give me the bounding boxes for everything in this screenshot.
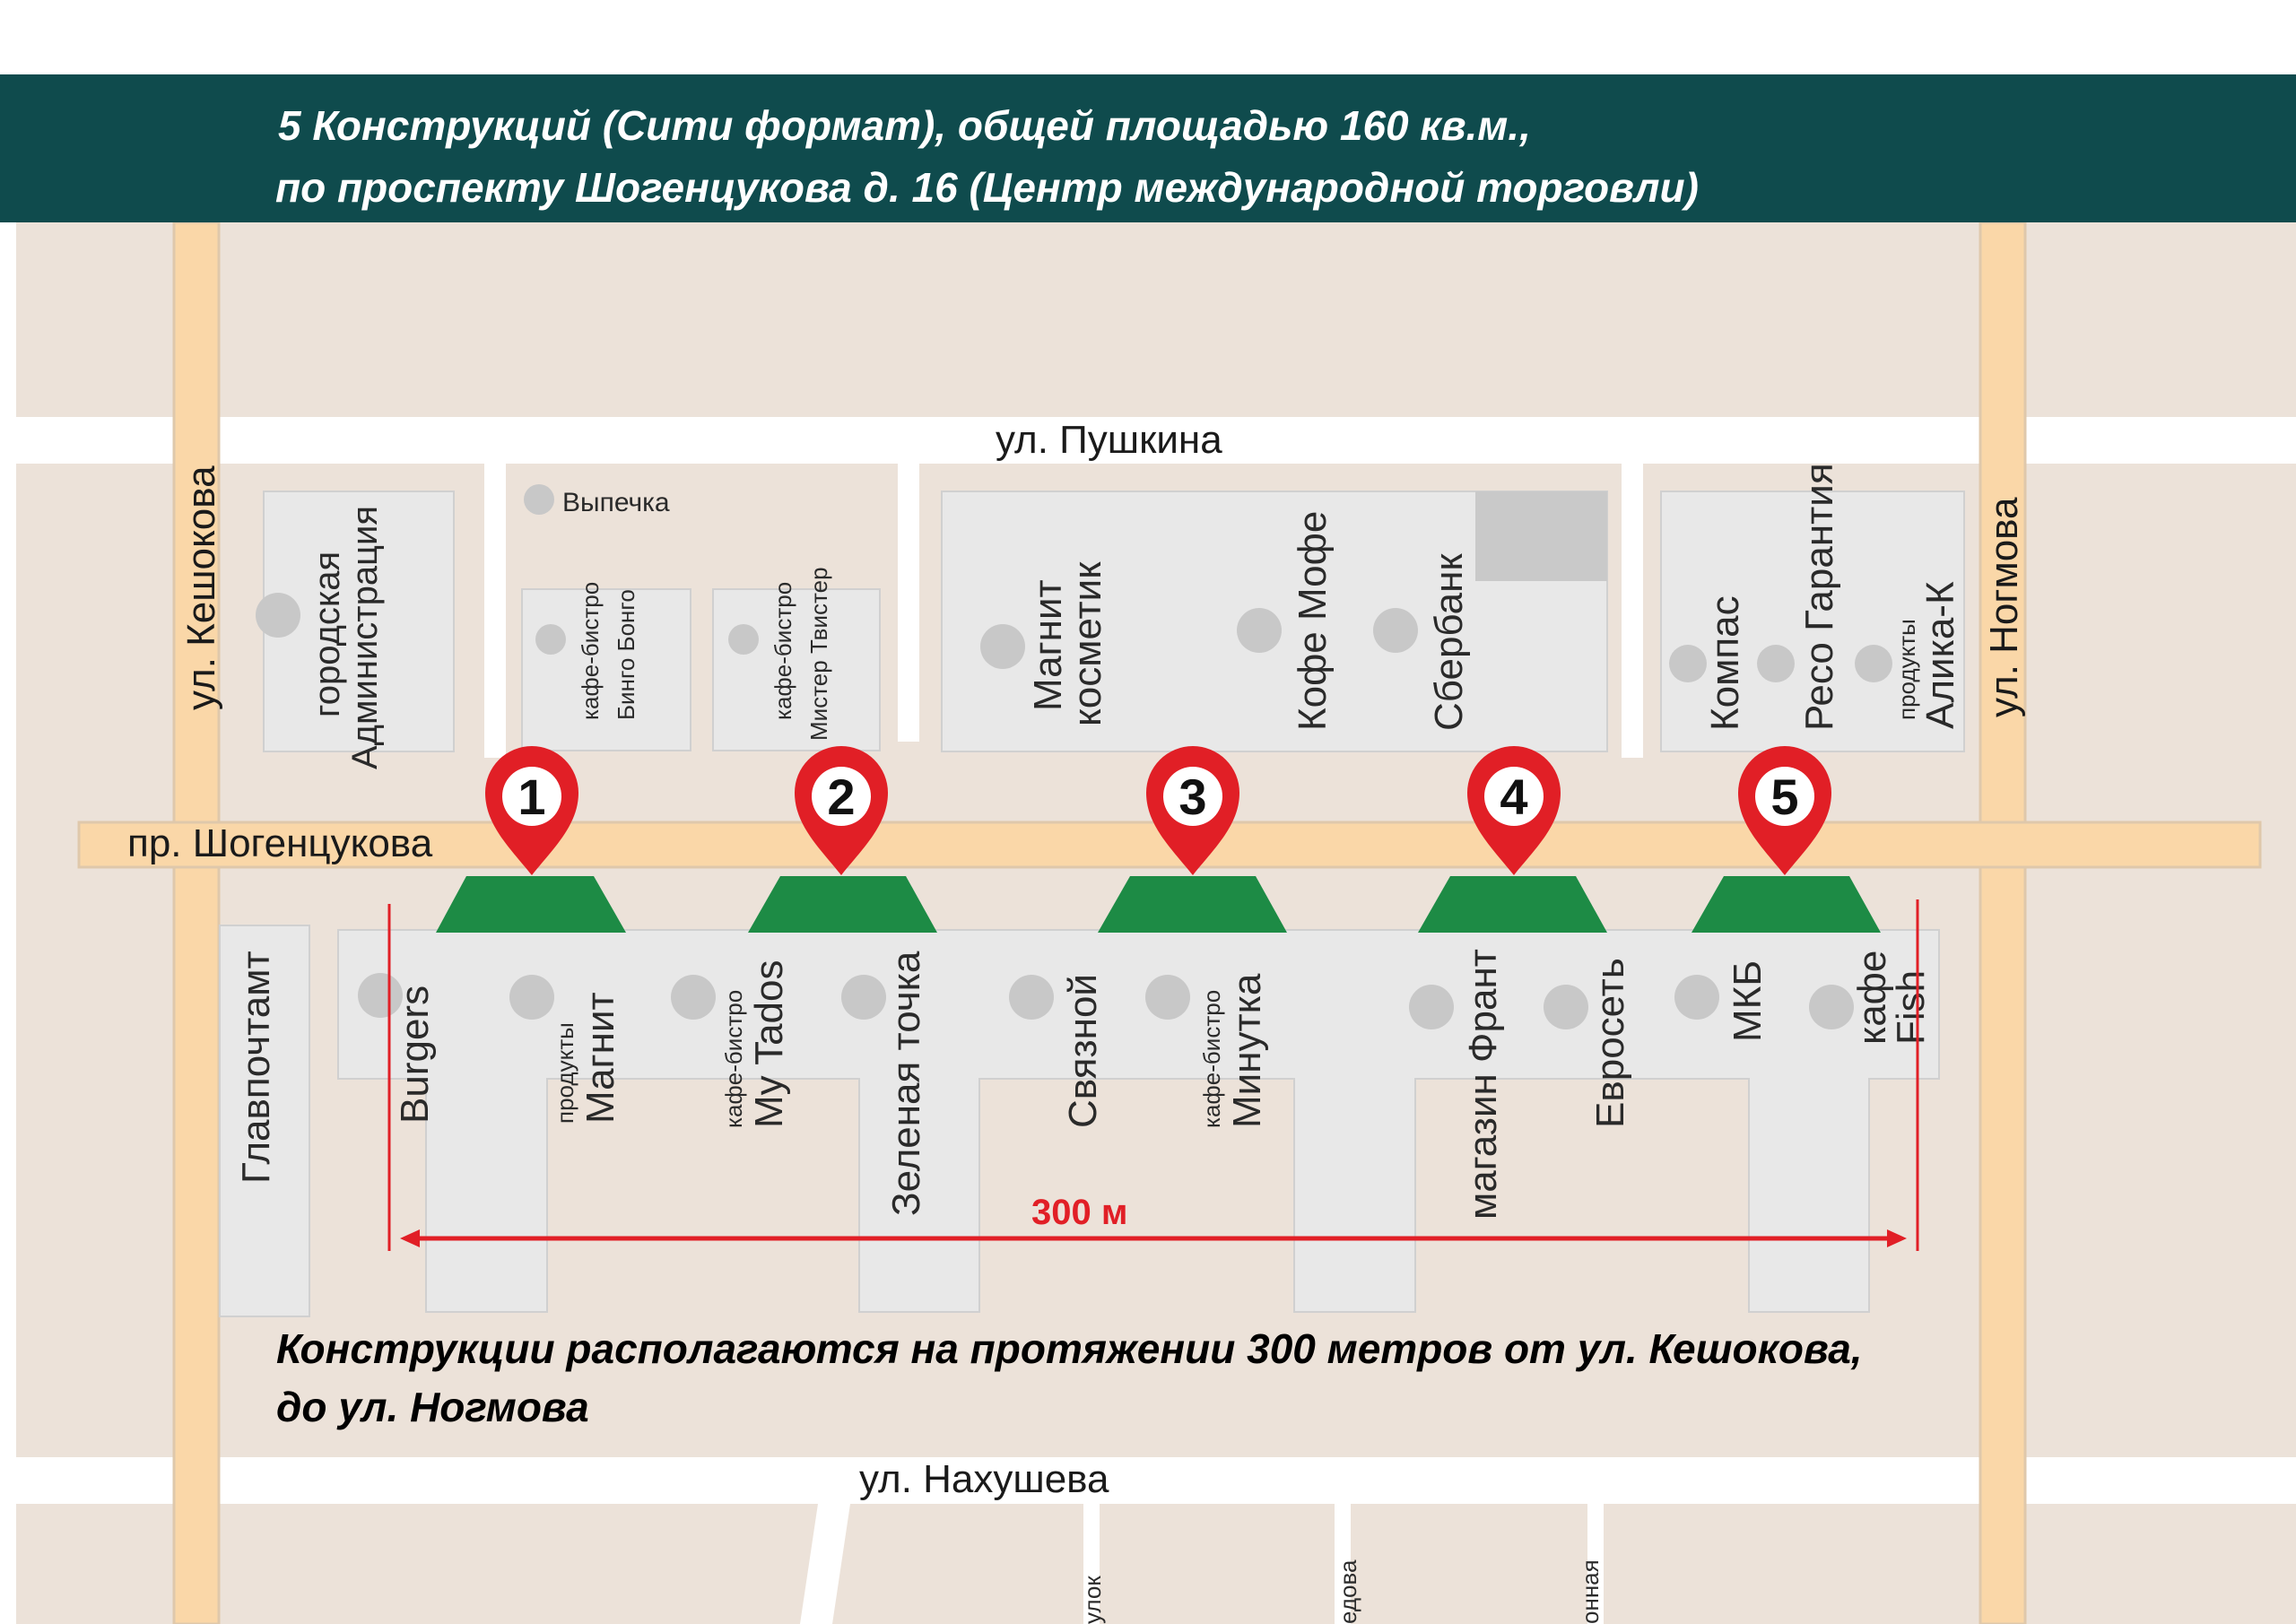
street-label-shogentsukova: пр. Шогенцукова (127, 821, 433, 865)
billboard-2 (748, 876, 937, 933)
road-nogmova (1980, 222, 2025, 1624)
marker-number: 1 (517, 769, 546, 825)
street-label-side-2: едова (1335, 1559, 1361, 1624)
poi-dot (535, 624, 566, 655)
poi-dot (1669, 645, 1707, 682)
label-magnit-cos-1: Магнит (1026, 579, 1070, 711)
alley-2 (898, 462, 919, 742)
poi-dot (1544, 985, 1588, 1029)
marker-number: 4 (1500, 769, 1528, 825)
marker-number: 3 (1178, 769, 1207, 825)
marker-number: 5 (1770, 769, 1799, 825)
poi-dot (671, 975, 716, 1020)
label-euroset: Евросеть (1588, 958, 1632, 1128)
header-line-2: по проспекту Шогенцукова д. 16 (Центр международной торговли) (275, 164, 1699, 211)
header-line-1: 5 Конструкций (Сити формат), общей площадью 160 кв.м., (278, 102, 1531, 149)
poi-dot (728, 624, 759, 655)
caption-line-1: Конструкции располагаются на протяжении 300 метров от ул. Кешокова, (276, 1325, 1863, 1372)
label-kompas: Компас (1703, 595, 1747, 731)
street-label-side-1: улок (1079, 1576, 1106, 1624)
label-reso: Ресо Гарантия (1797, 463, 1841, 731)
label-green: Зеленая точка (884, 951, 928, 1216)
label-alika-1: продукты (1893, 619, 1920, 720)
billboard-5 (1692, 876, 1881, 933)
poi-dot (980, 624, 1025, 669)
label-minutka-2: Минутка (1225, 973, 1269, 1128)
poi-dot (524, 484, 554, 515)
label-coffee: Кофе Мофе (1291, 510, 1335, 731)
building-twister (713, 589, 880, 751)
label-bakery: Выпечка (562, 488, 670, 517)
street-label-nakhusheva: ул. Нахушева (859, 1457, 1109, 1501)
marker-number: 2 (827, 769, 856, 825)
poi-dot (509, 975, 554, 1020)
label-magnit-2: Магнит (578, 992, 622, 1124)
label-burgers: Burgers (393, 985, 437, 1124)
label-sberbank: Сбербанк (1427, 553, 1471, 731)
label-mytados-1: кафе-бистро (720, 989, 747, 1128)
billboard-4 (1418, 876, 1607, 933)
label-city-admin-2: Администрация (345, 505, 385, 769)
label-mkb: МКБ (1726, 960, 1770, 1042)
street-label-side-3: онная (1577, 1559, 1604, 1624)
poi-dot (1373, 608, 1418, 653)
poi-dot (1855, 645, 1892, 682)
poi-dot (1757, 645, 1795, 682)
label-minutka-1: кафе-бистро (1198, 989, 1225, 1128)
label-magnit-1: продукты (552, 1022, 578, 1124)
road-crossing-right (1982, 824, 2023, 865)
measure-label: 300 м (1031, 1193, 1128, 1232)
label-magnit-cos-2: косметик (1065, 561, 1109, 726)
road-keshokova (174, 222, 219, 1624)
label-glavpochtamt: Главпочтамт (234, 951, 278, 1184)
poi-dot (1409, 985, 1454, 1029)
poi-dot (841, 975, 886, 1020)
poi-dot (1674, 975, 1719, 1020)
billboard-1 (436, 876, 626, 933)
label-alika-2: Алика-К (1918, 581, 1962, 729)
street-nakhusheva (16, 1457, 2296, 1504)
label-svyaznoy: Связной (1061, 973, 1105, 1128)
caption-line-2: до ул. Ногмова (276, 1384, 589, 1430)
poi-dot (256, 593, 300, 638)
poi-dot (1809, 985, 1854, 1029)
label-frant: магазин Франт (1461, 949, 1505, 1220)
poi-dot (1009, 975, 1054, 1020)
alley-1 (484, 462, 506, 758)
label-mytados-2: My Tados (747, 960, 791, 1128)
street-label-keshokova: ул. Кешокова (179, 465, 223, 710)
building-dark-corner (1475, 491, 1607, 581)
label-bingo-1: кафе-бистро (577, 581, 604, 720)
label-city-admin-1: городская (308, 551, 347, 717)
label-fish-1: кафе (1850, 950, 1894, 1045)
poi-dot (1145, 975, 1190, 1020)
poi-dot (1237, 608, 1282, 653)
label-fish-2: Fish (1889, 969, 1933, 1045)
label-bingo-2: Бинго Бонго (613, 589, 639, 720)
label-twister-1: кафе-бистро (770, 581, 796, 720)
street-label-pushkina: ул. Пушкина (996, 418, 1222, 462)
street-label-nogmova: ул. Ногмова (1982, 497, 2026, 717)
billboard-3 (1098, 876, 1287, 933)
label-twister-2: Мистер Твистер (805, 567, 832, 741)
building-bingo (522, 589, 691, 751)
alley-3 (1622, 462, 1643, 758)
